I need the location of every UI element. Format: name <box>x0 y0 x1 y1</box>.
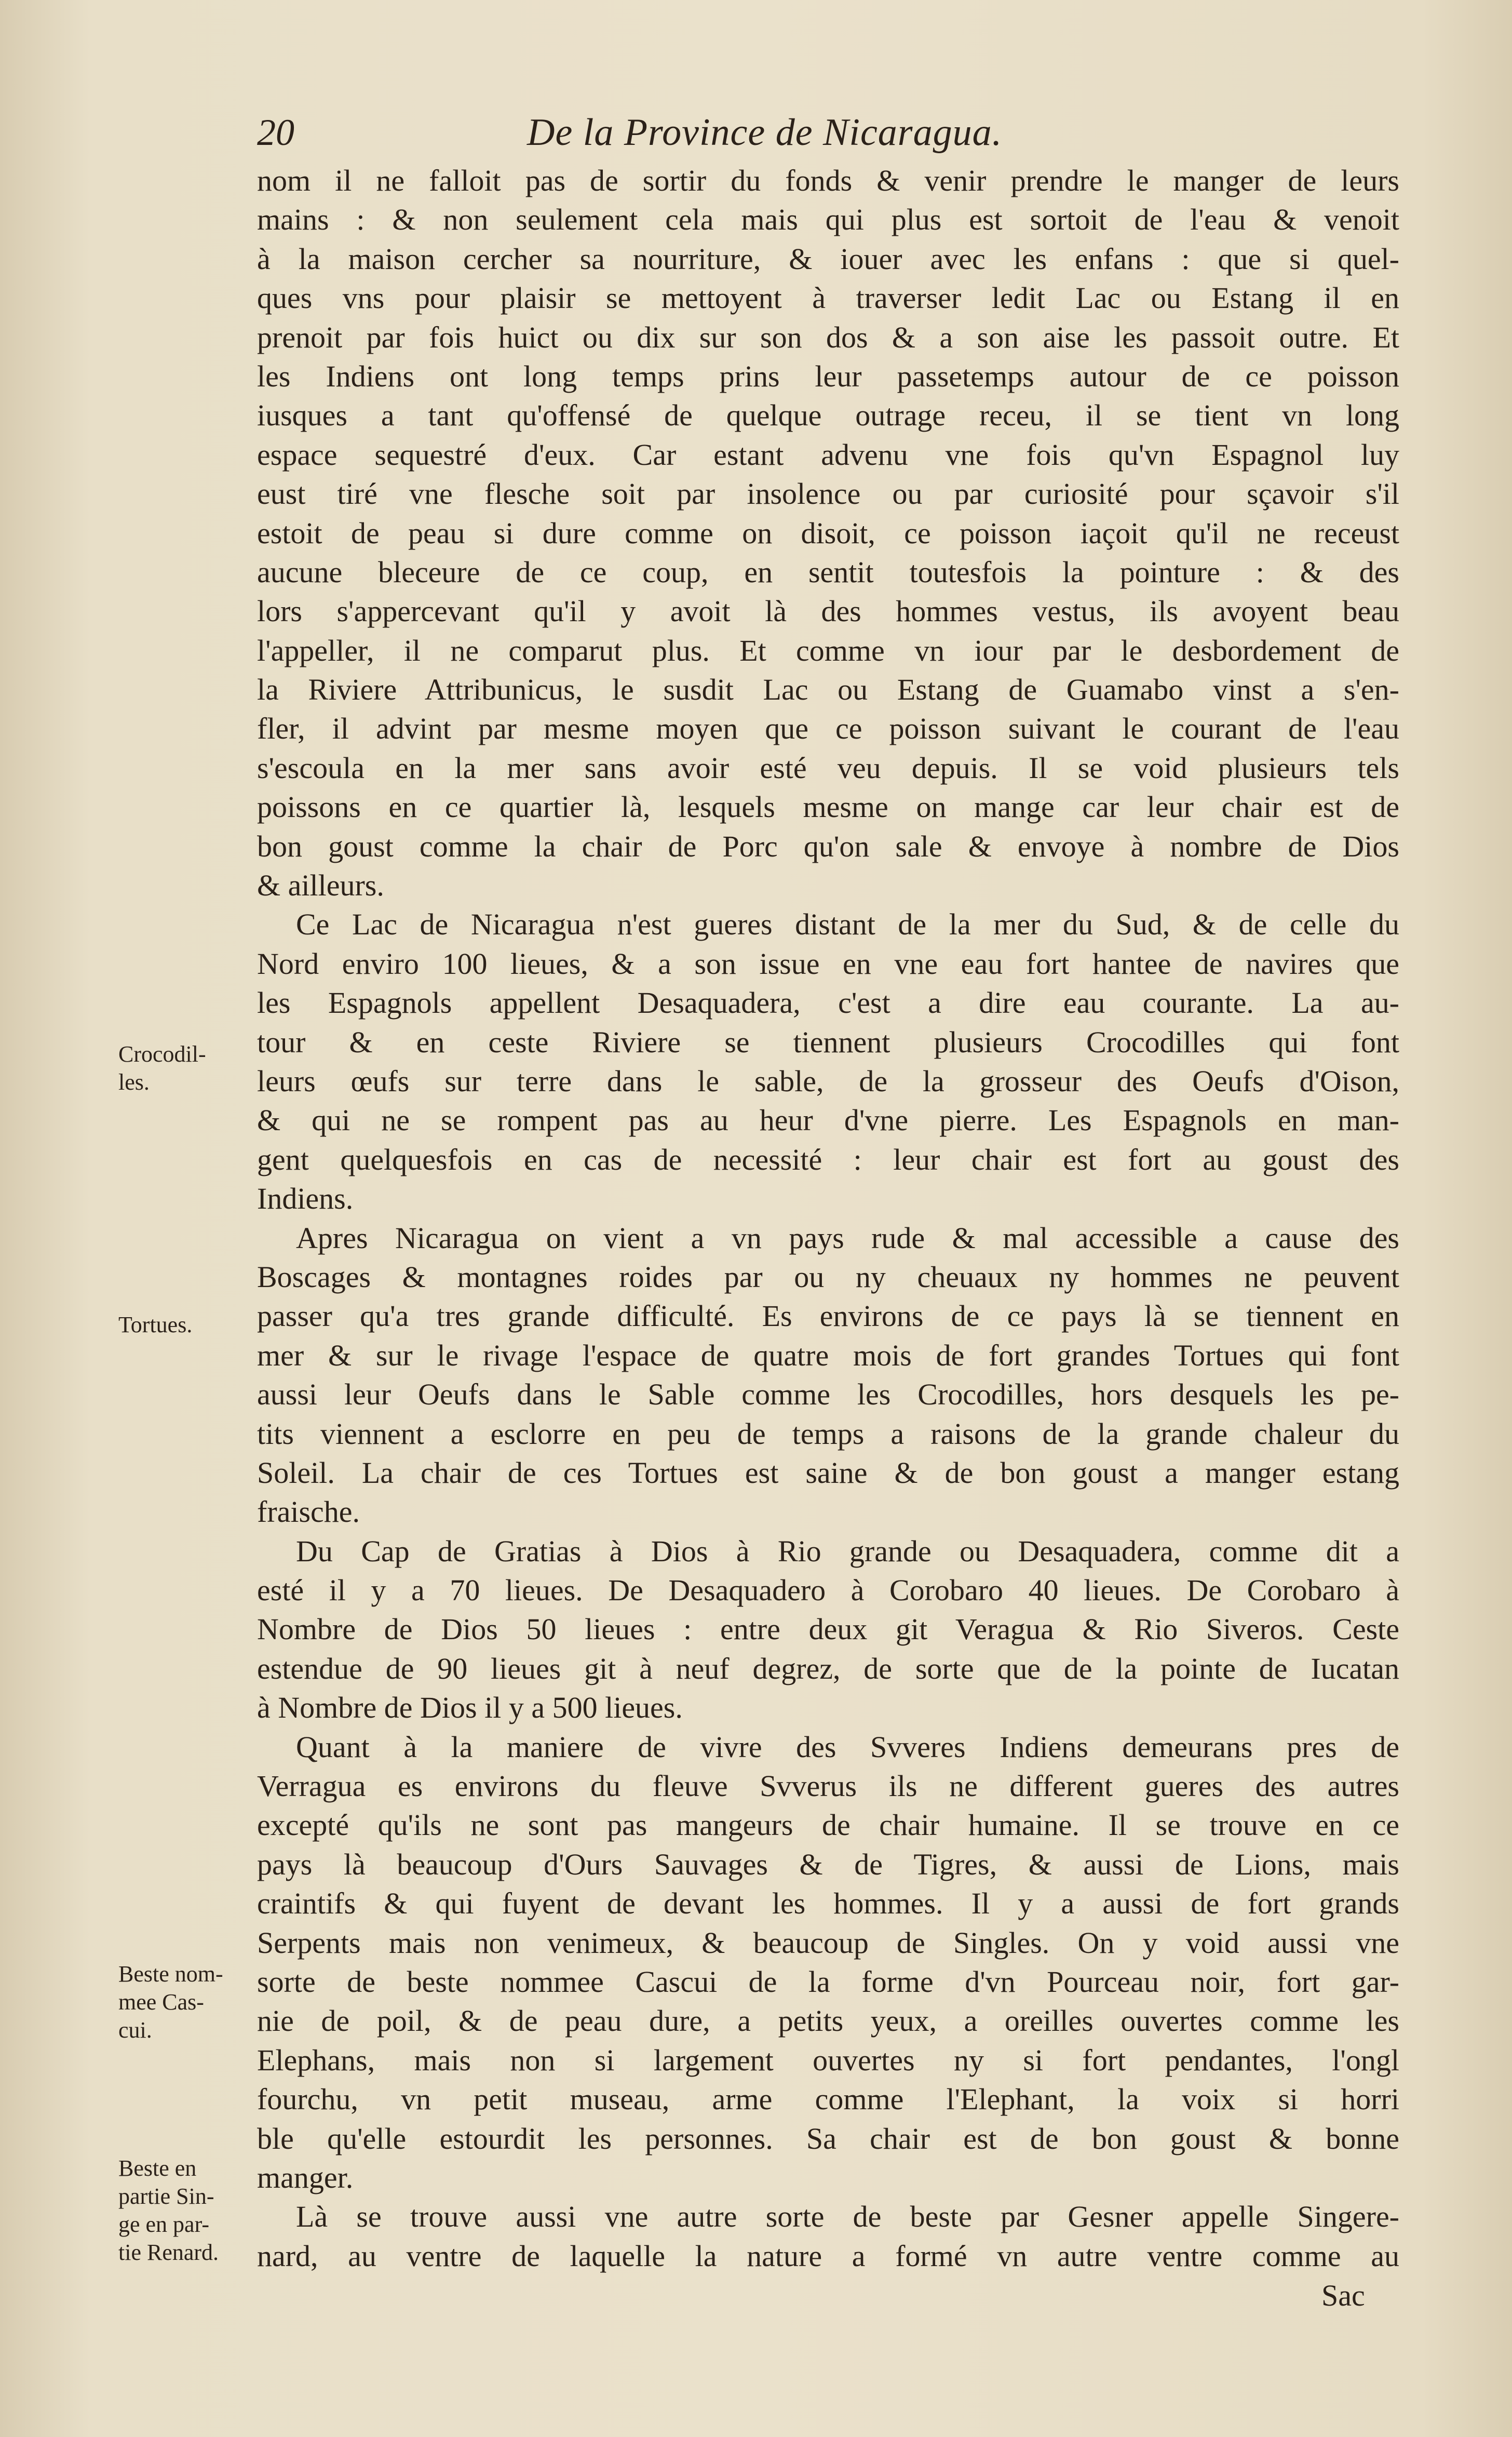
paragraph <box>257 1532 1399 1728</box>
paragraph <box>257 1728 1399 2198</box>
text-line: pays là beaucoup d'Ours Sauvages & de Tigres, & aussi de Lions, mais <box>257 1847 1399 1881</box>
text-line: Serpents mais non venimeux, & beaucoup de Singles. On y void aussi vne <box>257 1925 1399 1960</box>
text-line: manger. <box>257 2160 354 2194</box>
text-line: & ailleurs. <box>257 868 384 903</box>
margin-note-crocodiles <box>118 1040 254 1096</box>
margin-note-line: tie Renard. <box>118 2240 219 2265</box>
text-line: fler, il advint par mesme moyen que ce poisson suivant le courant de l'eau <box>257 712 1399 746</box>
body-text <box>257 161 1399 2275</box>
text-line: poissons en ce quartier là, lesquels mesme on mange car leur chair est de <box>257 790 1399 824</box>
margin-note-line: Tortues. <box>118 1312 193 1337</box>
text-line: bon goust comme la chair de Porc qu'on sale & envoye à nombre de Dios <box>257 829 1399 863</box>
text-line: la Riviere Attribunicus, le susdit Lac ou Estang de Guamabo vinst a s'en- <box>257 673 1399 707</box>
paragraph <box>257 905 1399 1218</box>
text-line: les Espagnols appellent Desaquadera, c'est a dire eau courante. La au- <box>257 986 1399 1020</box>
margin-note-line: les. <box>118 1069 150 1095</box>
text-line: Du Cap de Gratias à Dios à Rio grande ou Desaquadera, comme dit a <box>296 1534 1399 1568</box>
text-line: Nombre de Dios 50 lieues : entre deux git Veragua & Rio Siveros. Ceste <box>257 1612 1399 1646</box>
margin-note-line: ge en par- <box>118 2212 210 2237</box>
text-line: nom il ne falloit pas de sortir du fonds & venir prendre le manger de leurs <box>257 164 1399 197</box>
text-line: fourchu, vn petit museau, arme comme l'Elephant, la voix si horri <box>257 2082 1399 2117</box>
margin-note-line: partie Sin- <box>118 2184 214 2209</box>
paragraph <box>257 1218 1399 1532</box>
text-line: prenoit par fois huict ou dix sur son dos & a son aise les passoit outre. Et <box>257 320 1399 354</box>
text-line: esté il y a 70 lieues. De Desaquadero à Corobaro 40 lieues. De Corobaro à <box>257 1573 1399 1608</box>
margin-note-line: Beste en <box>118 2155 197 2181</box>
text-line: estendue de 90 lieues git à neuf degrez, de sorte que de la pointe de Iucatan <box>257 1651 1399 1685</box>
page-header <box>257 106 1405 158</box>
text-line: aussi leur Oeufs dans le Sable comme les Crocodilles, hors desquels les pe- <box>257 1377 1399 1412</box>
text-line: à Nombre de Dios il y a 500 lieues. <box>257 1691 683 1725</box>
margin-note-line: Crocodil- <box>118 1041 206 1067</box>
page-number: 20 <box>257 112 294 153</box>
text-line: Nord enviro 100 lieues, & a son issue en vne eau fort hantee de navires que <box>257 946 1399 981</box>
text-line: mer & sur le rivage l'espace de quatre mois de fort grandes Tortues qui font <box>257 1338 1399 1372</box>
text-line: Boscages & montagnes roides par ou ny cheuaux ny hommes ne peuvent <box>257 1260 1399 1294</box>
text-line: ques vns pour plaisir se mettoyent à traverser ledit Lac ou Estang il en <box>257 281 1399 315</box>
text-line: estoit de peau si dure comme on disoit, ce poisson iaçoit qu'il ne receust <box>257 516 1399 550</box>
catchword: Sac <box>1321 2279 1365 2312</box>
text-line: tits viennent a esclorre en peu de temps a raisons de la grande chaleur du <box>257 1416 1399 1451</box>
text-line: Quant à la maniere de vivre des Svveres Indiens demeurans pres de <box>296 1730 1399 1764</box>
text-line: gent quelquesfois en cas de necessité : leur chair est fort au goust des <box>257 1142 1399 1176</box>
text-line: Indiens. <box>257 1182 354 1216</box>
text-line: tour & en ceste Riviere se tiennent plusieurs Crocodilles qui font <box>257 1025 1399 1059</box>
margin-note-singe-renard <box>118 2154 254 2267</box>
text-line: Là se trouve aussi vne autre sorte de beste par Gesner appelle Singere- <box>296 2200 1399 2234</box>
text-line: fraische. <box>257 1495 360 1529</box>
text-line: nard, au ventre de laquelle la nature a formé vn autre ventre comme au <box>257 2239 1399 2273</box>
text-line: les Indiens ont long temps prins leur passetemps autour de ce poisson <box>257 359 1399 393</box>
running-title: De la Province de Nicaragua. <box>527 111 1003 154</box>
margin-note-line: Beste nom- <box>118 1961 223 1987</box>
text-line: & qui ne se rompent pas au heur d'vne pierre. Les Espagnols en man- <box>257 1103 1399 1137</box>
text-line: ble qu'elle estourdit les personnes. Sa chair est de bon goust & bonne <box>257 2121 1399 2155</box>
paragraph <box>257 161 1399 905</box>
text-line: aucune bleceure de ce coup, en sentit toutesfois la pointure : & des <box>257 555 1399 589</box>
text-line: craintifs & qui fuyent de devant les hommes. Il y a aussi de fort grands <box>257 1886 1399 1921</box>
text-line: Ce Lac de Nicaragua n'est gueres distant de la mer du Sud, & de celle du <box>296 907 1399 942</box>
margin-note-line: cui. <box>118 2017 152 2043</box>
text-line: iusques a tant qu'offensé de quelque outrage receu, il se tient vn long <box>257 398 1399 433</box>
text-line: Apres Nicaragua on vient a vn pays rude & mal accessible a cause des <box>296 1221 1399 1255</box>
text-line: eust tiré vne flesche soit par insolence ou par curiosité pour sçavoir s'il <box>257 477 1399 511</box>
text-line: sorte de beste nommee Cascui de la forme d'vn Pourceau noir, fort gar- <box>257 1964 1399 1999</box>
text-line: Verragua es environs du fleuve Svverus ils ne different gueres des autres <box>257 1769 1399 1803</box>
text-line: l'appeller, il ne comparut plus. Et comme vn iour par le desbordement de <box>257 633 1399 667</box>
text-line: lors s'appercevant qu'il y avoit là des hommes vestus, ils avoyent beau <box>257 594 1399 628</box>
text-line: mains : & non seulement cela mais qui plus est sortoit de l'eau & venoit <box>257 203 1399 237</box>
text-line: à la maison cercher sa nourriture, & iouer avec les enfans : que si quel- <box>257 242 1399 276</box>
text-line: leurs œufs sur terre dans le sable, de la grosseur des Oeufs d'Oison, <box>257 1064 1399 1098</box>
text-line: s'escoula en la mer sans avoir esté veu depuis. Il se void plusieurs tels <box>257 751 1399 785</box>
margin-note-cascui <box>118 1960 254 2044</box>
text-line: passer qu'a tres grande difficulté. Es environs de ce pays là se tiennent en <box>257 1299 1399 1333</box>
text-line: Soleil. La chair de ces Tortues est saine & de bon goust a manger estang <box>257 1455 1399 1490</box>
text-line: Elephans, mais non si largement ouvertes ny si fort pendantes, l'ongl <box>257 2043 1399 2077</box>
text-line: espace sequestré d'eux. Car estant advenu vne fois qu'vn Espagnol luy <box>257 437 1399 472</box>
text-line: excepté qu'ils ne sont pas mangeurs de chair humaine. Il se trouve en ce <box>257 1808 1399 1842</box>
margin-note-tortues <box>118 1311 254 1339</box>
paragraph <box>257 2197 1399 2275</box>
margin-note-line: mee Cas- <box>118 1989 204 2015</box>
text-line: nie de poil, & de peau dure, a petits yeux, a oreilles ouvertes comme les <box>257 2004 1399 2038</box>
